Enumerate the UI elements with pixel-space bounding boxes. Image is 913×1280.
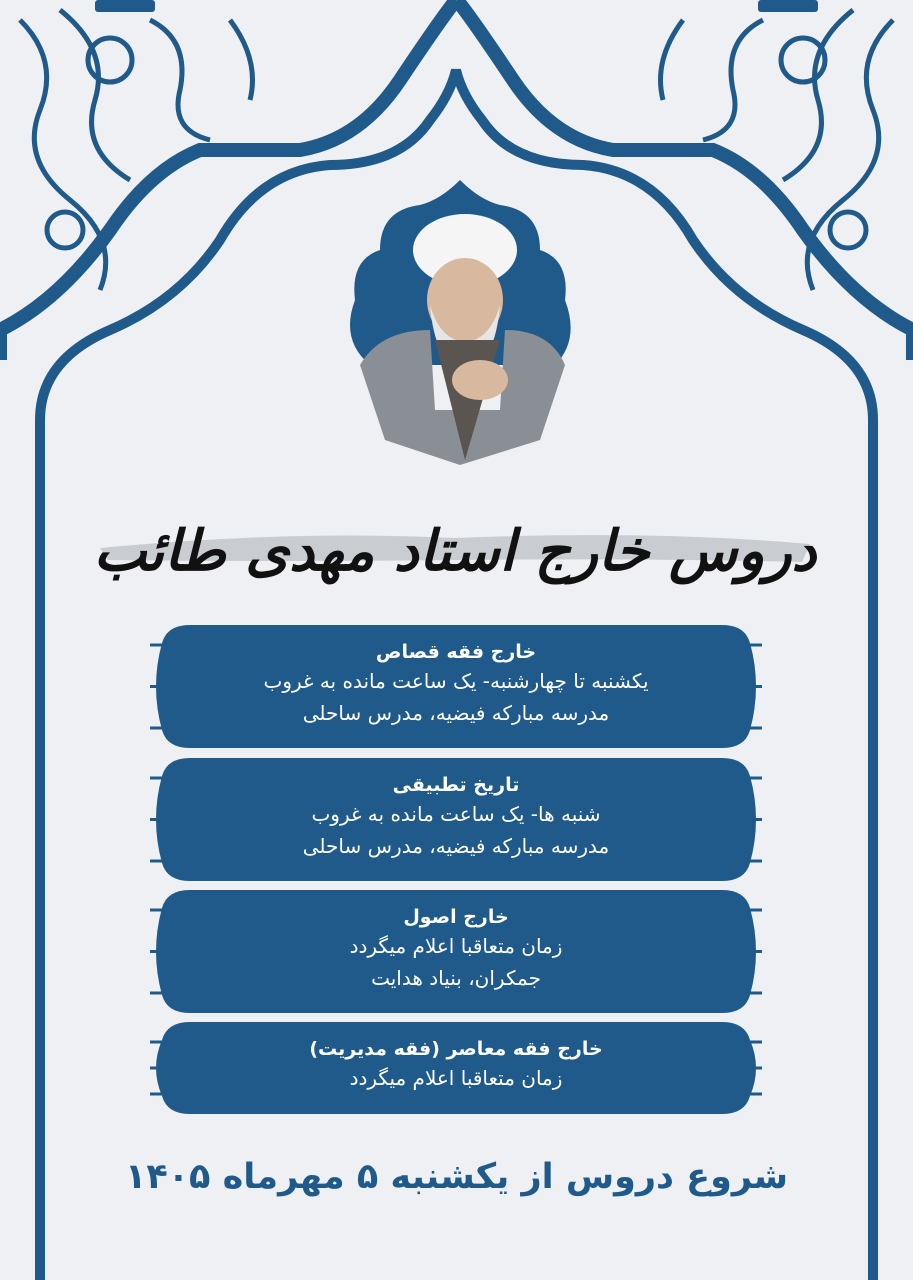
course-title: تاریخ تطبیقی bbox=[392, 774, 520, 796]
course-detail-line: جمکران، بنیاد هدایت bbox=[371, 966, 541, 990]
course-detail-line: مدرسه مبارکه فیضیه، مدرس ساحلی bbox=[302, 834, 610, 858]
course-detail-line: زمان متعاقبا اعلام میگردد bbox=[349, 934, 563, 958]
course-card bbox=[150, 890, 762, 1013]
page-title: دروس خارج استاد مهدی طائب bbox=[93, 518, 817, 584]
portrait-medallion bbox=[340, 180, 580, 470]
course-title: خارج فقه معاصر (فقه مدیریت) bbox=[309, 1038, 603, 1060]
course-detail-line: یکشنبه تا چهارشنبه- یک ساعت مانده به غروب bbox=[263, 669, 649, 693]
course-title: خارج فقه قصاص bbox=[375, 641, 537, 663]
course-card bbox=[150, 758, 762, 881]
person-portrait-icon bbox=[340, 180, 580, 470]
title-banner bbox=[90, 500, 820, 600]
course-title: خارج اصول bbox=[403, 906, 509, 928]
course-card bbox=[150, 1022, 762, 1114]
course-detail-line: زمان متعاقبا اعلام میگردد bbox=[349, 1066, 563, 1090]
course-card bbox=[150, 625, 762, 748]
start-date-footer: شروع دروس از یکشنبه ۵ مهرماه ۱۴۰۵ bbox=[124, 1157, 789, 1197]
course-detail-line: مدرسه مبارکه فیضیه، مدرس ساحلی bbox=[302, 701, 610, 725]
course-detail-line: شنبه ها- یک ساعت مانده به غروب bbox=[311, 802, 601, 826]
